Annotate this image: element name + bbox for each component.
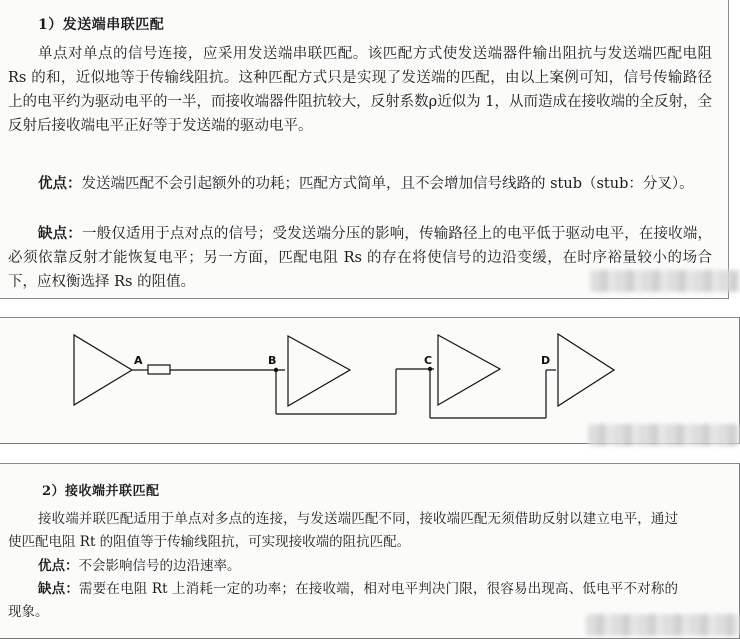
section-2-disadvantages — [8, 578, 678, 624]
section-1-heading: 1）发送端串联匹配 — [38, 17, 165, 33]
blurred-watermark — [586, 614, 740, 636]
section-1-paragraph: 单点对单点的信号连接，应采用发送端串联匹配。该匹配方式使发送端器件输出阻抗与发送端匹配电阻 Rs 的和，近似地等于传输线阻抗。这种匹配方式只是实现了发送端的匹配，由以上案例可知，信号传输路径上的电平约为驱动电平的一半，而接收端器件阻抗较大，反射系数ρ近似为 1，从而造成在接收端的全反射，全反射后接收端电平正好等于发送端的驱动电平。 — [8, 46, 712, 134]
label-a: A — [134, 354, 143, 367]
advantages-label: 优点： — [38, 175, 82, 192]
advantages-text: 发送端匹配不会引起额外的功耗；匹配方式简单，且不会增加信号线路的 stub（stub：分叉）。 — [81, 176, 694, 192]
receiver-buffer-b — [288, 336, 350, 406]
section-2-paragraph: 接收端并联匹配适用于单点对多点的连接，与发送端匹配不同，接收端匹配无须借助反射以建立电平，通过使匹配电阻 Rt 的阻值等于传输线阻抗，可实现接收端的阻抗匹配。 — [8, 511, 678, 550]
section-2-advantages — [8, 555, 678, 578]
disadvantages-text: 需要在电阻 Rt 上消耗一定的功率；在接收端，相对电平判决门限，很容易出现高、低电平不对称的现象。 — [8, 581, 679, 620]
advantages-label: 优点： — [38, 558, 79, 574]
blurred-watermark — [590, 270, 740, 292]
node-c-dot — [428, 367, 432, 371]
driver-buffer — [74, 335, 132, 405]
section-2-panel — [0, 463, 740, 639]
section-1-panel — [0, 0, 729, 299]
receiver-buffer-d — [558, 334, 614, 406]
label-b: B — [268, 354, 277, 367]
node-b-dot — [274, 368, 278, 372]
receiver-buffer-c — [438, 335, 500, 405]
label-c: C — [424, 354, 433, 367]
disadvantages-label: 缺点： — [38, 225, 82, 242]
advantages-text: 不会影响信号的边沿速率。 — [78, 558, 241, 574]
disadvantages-text: 一般仅适用于点对点的信号；受发送端分压的影响，传输路径上的电平低于驱动电平，在接收端，必须依靠反射才能恢复电平；另一方面，匹配电阻 Rs 的存在将使信号的边沿变缓，在时序裕量较小的场合下，应权衡选择 Rs 的阻值。 — [8, 226, 712, 290]
label-d: D — [541, 354, 551, 367]
section-2-heading: 2）接收端并联匹配 — [42, 484, 160, 499]
series-resistor — [148, 365, 170, 374]
blurred-watermark — [588, 424, 740, 446]
section-1-advantages — [8, 172, 712, 196]
disadvantages-label: 缺点： — [38, 581, 80, 597]
